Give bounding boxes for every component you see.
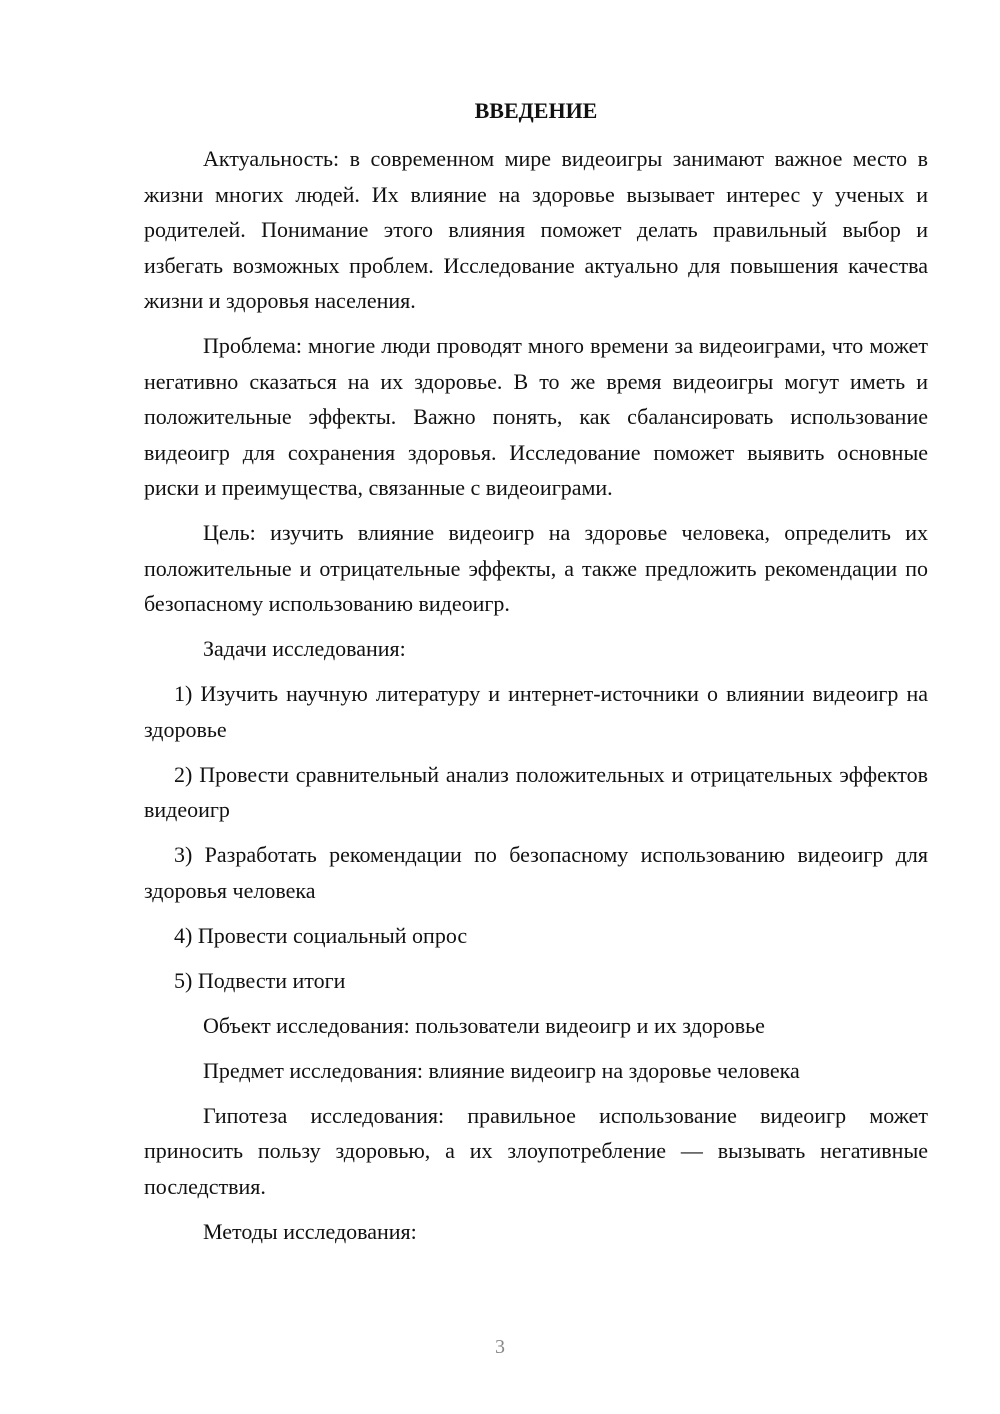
task-item: 4) Провести социальный опрос [174,922,468,948]
paragraph-problem: Проблема: многие люди проводят много времени за видеоиграми, что может негативно сказаться на их здоровье. В то же время видеоигры могут иметь и положительные эффекты. Важно понять, как сбалансировать использование видеоигр для сохранения здоровья. Исследование поможет выявить основные риски и преимущества, связанные с видеоиграми. [144,333,928,500]
page-number: 3 [495,1336,505,1358]
paragraph-object: Объект исследования: пользователи видеоигр и их здоровье [203,1012,765,1038]
task-item: 3) Разработать рекомендации по безопасному использованию видеоигр для здоровья человека [144,842,928,903]
tasks-title: Задачи исследования: [203,636,406,661]
document-body [144,141,928,1249]
paragraph-relevance: Актуальность: в современном мире видеоигры занимают важное место в жизни многих людей. Их влияние на здоровье вызывает интерес у ученых и родителей. Понимание этого влияния поможет делать правильный выбор и избегать возможных проблем. Исследование актуально для повышения качества жизни и здоровья населения. [144,146,928,313]
paragraph-subject: Предмет исследования: влияние видеоигр на здоровье человека [203,1057,800,1083]
task-item: 5) Подвести итоги [174,967,346,993]
task-item: 1) Изучить научную литературу и интернет-источники о влиянии видеоигр на здоровье [144,681,928,742]
section-heading: ВВЕДЕНИЕ [474,98,598,123]
task-item: 2) Провести сравнительный анализ положительных и отрицательных эффектов видеоигр [144,761,928,822]
methods-title: Методы исследования: [203,1218,417,1244]
paragraph-hypothesis: Гипотеза исследования: правильное использование видеоигр может приносить пользу здоровью, а их злоупотребление — вызывать негативные последствия. [144,1102,928,1199]
paragraph-goal: Цель: изучить влияние видеоигр на здоровье человека, определить их положительные и отрицательные эффекты, а также предложить рекомендации по безопасному использованию видеоигр. [144,520,928,616]
